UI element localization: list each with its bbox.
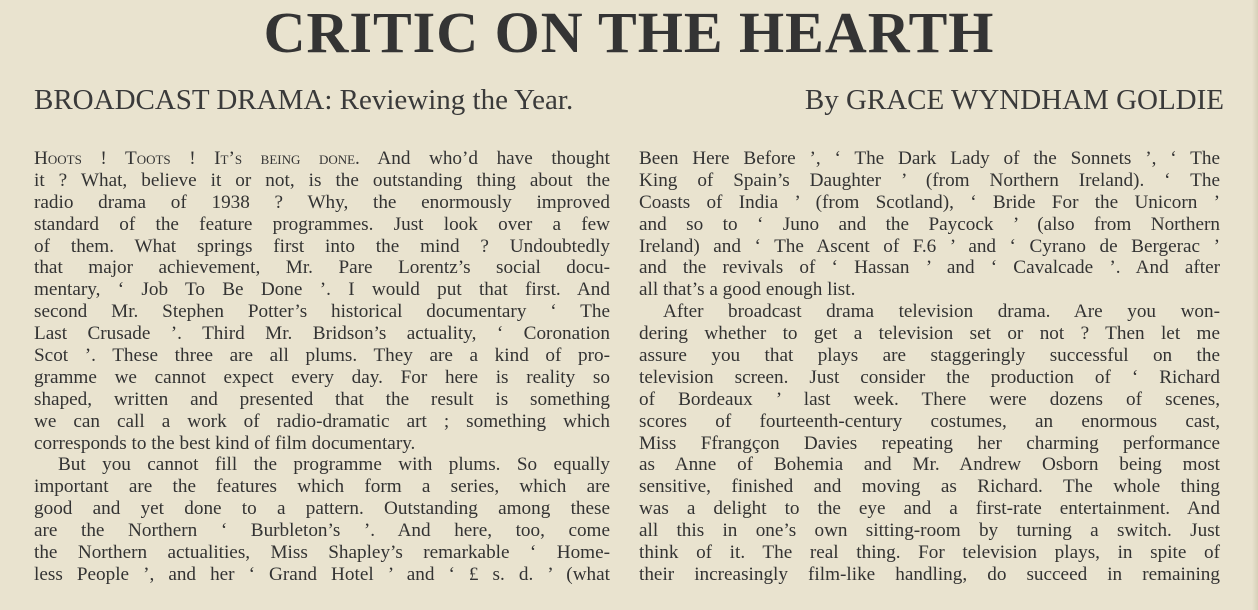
text-line: Ireland) and ‘ The Ascent of F.6 ’ and ‘ Cyrano de Bergerac ’ xyxy=(639,235,1220,257)
text-line: Last Crusade ’. Third Mr. Bridson’s actuality, ‘ Coronation xyxy=(34,323,610,345)
text-line: of them. What springs first into the mind ? Undoubtedly xyxy=(34,235,610,257)
text-line: standard of the feature programmes. Just look over a few xyxy=(34,213,610,235)
text-line: Coasts of India ’ (from Scotland), ‘ Bride For the Unicorn ’ xyxy=(639,191,1220,213)
text-line: all this in one’s own sitting-room by turning a switch. Just xyxy=(639,520,1220,542)
opening-smallcaps: Hoots ! Toots ! It’s being done. xyxy=(34,148,360,169)
text-line: television screen. Just consider the production of ‘ Richard xyxy=(639,366,1220,388)
text-line: Miss Ffrangçon Davies repeating her charming performance xyxy=(639,432,1220,454)
text-line: important are the features which form a series, which are xyxy=(34,476,610,498)
text-line: King of Spain’s Daughter ’ (from Northern Ireland). ‘ The xyxy=(639,169,1220,191)
left-column xyxy=(34,148,610,586)
text-line: good and yet done to a pattern. Outstanding among these xyxy=(34,498,610,520)
text-line: that major achievement, Mr. Pare Lorentz’s social docu- xyxy=(34,257,610,279)
text-line: it ? What, believe it or not, is the outstanding thing about the xyxy=(34,169,610,191)
text-line: of Bordeaux ’ last week. There were dozens of scenes, xyxy=(639,388,1220,410)
text-line: less People ’, and her ‘ Grand Hotel ’ and ‘ £ s. d. ’ (what xyxy=(34,563,610,585)
text-line: the Northern actualities, Miss Shapley’s remarkable ‘ Home- xyxy=(34,542,610,564)
text-line: Been Here Before ’, ‘ The Dark Lady of the Sonnets ’, ‘ The xyxy=(639,148,1220,169)
subtitle-topic: BROADCAST DRAMA: Reviewing the Year. xyxy=(34,84,574,116)
text-line: was a delight to the eye and a first-rate entertainment. And xyxy=(639,498,1220,520)
text-line: sensitive, finished and moving as Richard. The whole thing xyxy=(639,476,1220,498)
text-line: think of it. The real thing. For television plays, in spite of xyxy=(639,542,1220,564)
text-line: But you cannot fill the programme with plums. So equally xyxy=(58,454,610,476)
page-edge xyxy=(1252,0,1258,610)
text-line: mentary, ‘ Job To Be Done ’. I would put that first. And xyxy=(34,279,610,301)
text-line: and so to ‘ Juno and the Paycock ’ (also from Northern xyxy=(639,213,1220,235)
text-line: and the revivals of ‘ Hassan ’ and ‘ Cavalcade ’. And after xyxy=(639,257,1220,279)
text-line: assure you that plays are staggeringly successful on the xyxy=(639,345,1220,367)
text-line: shaped, written and presented that the result is something xyxy=(34,388,610,410)
text-line: all that’s a good enough list. xyxy=(639,279,856,301)
text-line: radio drama of 1938 ? Why, the enormously improved xyxy=(34,191,610,213)
byline: By GRACE WYNDHAM GOLDIE xyxy=(804,84,1224,116)
text-line: corresponds to the best kind of film documentary. xyxy=(34,432,416,454)
article-subtitle xyxy=(34,82,1224,118)
text-line: we can call a work of radio-dramatic art ; something which xyxy=(34,410,610,432)
text-line: dering whether to get a television set or not ? Then let me xyxy=(639,323,1220,345)
article-title: CRITIC ON THE HEARTH xyxy=(263,0,995,65)
text-line: are the Northern ‘ Burbleton’s ’. And here, too, come xyxy=(34,520,610,542)
text-line: scores of fourteenth-century costumes, an enormous cast, xyxy=(639,410,1220,432)
text-line: second Mr. Stephen Potter’s historical documentary ‘ The xyxy=(34,301,610,323)
text-line: gramme we cannot expect every day. For here is reality so xyxy=(34,366,610,388)
text-line: their increasingly film-like handling, do succeed in remaining xyxy=(639,563,1220,585)
text-line: Scot ’. These three are all plums. They are a kind of pro- xyxy=(34,345,610,367)
right-column xyxy=(639,148,1220,586)
text-line: as Anne of Bohemia and Mr. Andrew Osborn being most xyxy=(639,454,1220,476)
text-line: After broadcast drama television drama. Are you won- xyxy=(663,301,1220,323)
text-line: Hoots ! Toots ! It’s being done. And who’d have thought xyxy=(34,148,610,169)
